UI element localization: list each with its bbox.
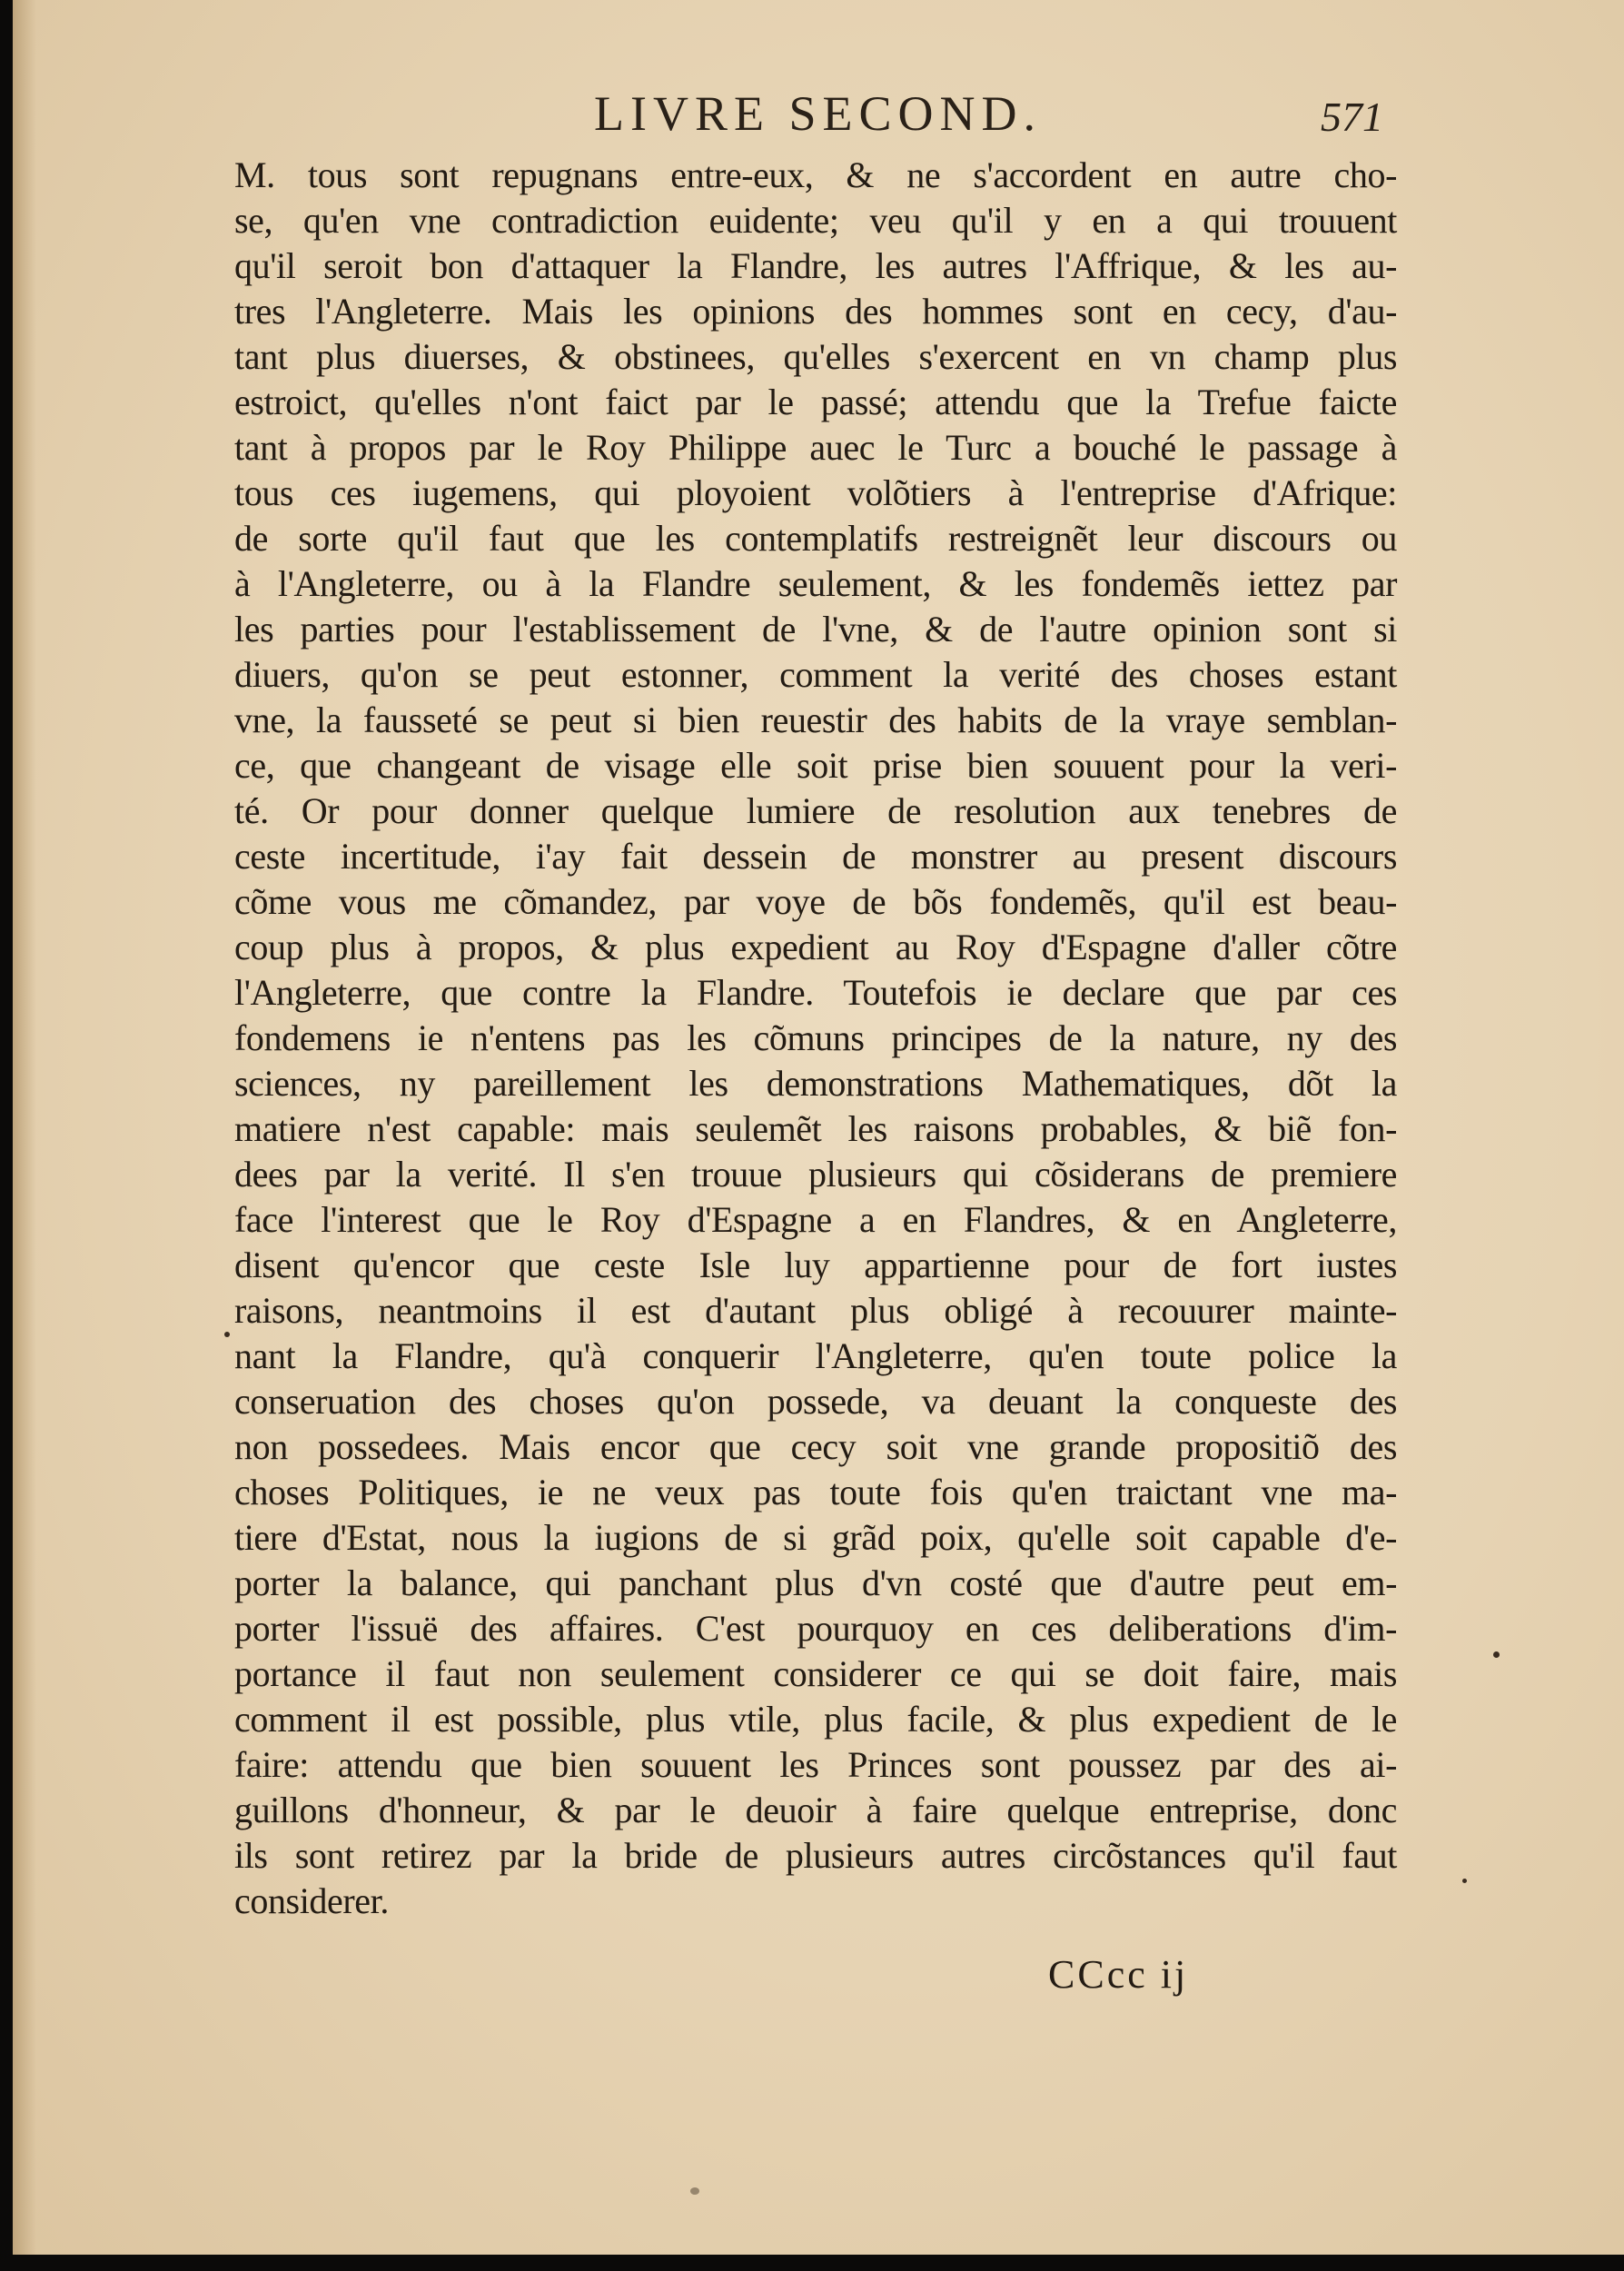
text-line: se, qu'en vne contradiction euidente; veu qu'il y en a qui trouuent bbox=[234, 200, 1397, 241]
text-line: considerer. bbox=[234, 1880, 389, 1921]
text-line: conseruation des choses qu'on possede, va deuant la conqueste des bbox=[234, 1381, 1397, 1422]
page-header bbox=[13, 80, 1624, 144]
text-line: les parties pour l'establissement de l'vne, & de l'autre opinion sont si bbox=[234, 609, 1397, 650]
text-line: matiere n'est capable: mais seulemẽt les raisons probables, & biẽ fon- bbox=[234, 1108, 1397, 1149]
text-line: M. tous sont repugnans entre-eux, & ne s'accordent en autre cho- bbox=[234, 154, 1397, 195]
text-line: tous ces iugemens, qui ployoient volõtiers à l'entreprise d'Afrique: bbox=[234, 472, 1397, 513]
text-line: vne, la fausseté se peut si bien reuestir des habits de la vraye semblan- bbox=[234, 699, 1397, 740]
signature-mark: CCcc ij bbox=[1048, 1952, 1189, 1997]
text-line: estroict, qu'elles n'ont faict par le passé; attendu que la Trefue faicte bbox=[234, 382, 1397, 422]
text-line: l'Angleterre, que contre la Flandre. Toutefois ie declare que par ces bbox=[234, 972, 1397, 1013]
text-line: ils sont retirez par la bride de plusieurs autres circõstances qu'il faut bbox=[234, 1835, 1397, 1876]
text-line: ce, que changeant de visage elle soit prise bien souuent pour la veri- bbox=[234, 745, 1397, 786]
text-line: choses Politiques, ie ne veux pas toute fois qu'en traictant vne ma- bbox=[234, 1472, 1397, 1512]
ink-speck bbox=[690, 2187, 699, 2195]
text-line: comment il est possible, plus vtile, plus facile, & plus expedient de le bbox=[234, 1699, 1397, 1740]
text-line: nant la Flandre, qu'à conquerir l'Angleterre, qu'en toute police la bbox=[234, 1335, 1397, 1376]
text-line: tiere d'Estat, nous la iugions de si grãd poix, qu'elle soit capable d'e- bbox=[234, 1517, 1397, 1558]
text-line: guillons d'honneur, & par le deuoir à faire quelque entreprise, donc bbox=[234, 1790, 1397, 1830]
text-line: tant plus diuerses, & obstinees, qu'elles s'exercent en vn champ plus bbox=[234, 336, 1397, 377]
book-page bbox=[13, 0, 1624, 2255]
ink-speck bbox=[1493, 1651, 1500, 1658]
text-line: portance il faut non seulement considerer ce qui se doit faire, mais bbox=[234, 1653, 1397, 1694]
text-line: face l'interest que le Roy d'Espagne a en Flandres, & en Angleterre, bbox=[234, 1199, 1397, 1240]
body-text bbox=[234, 153, 1397, 1924]
text-line: sciences, ny pareillement les demonstrations Mathematiques, dõt la bbox=[234, 1063, 1397, 1104]
text-line: cõme vous me cõmandez, par voye de bõs fondemẽs, qu'il est beau- bbox=[234, 881, 1397, 922]
text-line: faire: attendu que bien souuent les Princes sont poussez par des ai- bbox=[234, 1744, 1397, 1785]
text-line: qu'il seroit bon d'attaquer la Flandre, les autres l'Affrique, & les au- bbox=[234, 245, 1397, 286]
text-line: dees par la verité. Il s'en trouue plusieurs qui cõsiderans de premiere bbox=[234, 1154, 1397, 1195]
text-line: de sorte qu'il faut que les contemplatifs restreignẽt leur discours ou bbox=[234, 518, 1397, 559]
text-line: tant à propos par le Roy Philippe auec le Turc a bouché le passage à bbox=[234, 427, 1397, 468]
text-line: à l'Angleterre, ou à la Flandre seulement, & les fondemẽs iettez par bbox=[234, 563, 1397, 604]
text-line: tres l'Angleterre. Mais les opinions des hommes sont en cecy, d'au- bbox=[234, 291, 1397, 332]
running-title: LIVRE SECOND. bbox=[594, 86, 1042, 141]
folio-number: 571 bbox=[1321, 94, 1383, 140]
text-line: diuers, qu'on se peut estonner, comment la verité des choses estant bbox=[234, 654, 1397, 695]
text-line: coup plus à propos, & plus expedient au Roy d'Espagne d'aller cõtre bbox=[234, 927, 1397, 967]
ink-speck bbox=[1462, 1879, 1467, 1883]
text-line: té. Or pour donner quelque lumiere de resolution aux tenebres de bbox=[234, 790, 1397, 831]
text-line: ceste incertitude, i'ay fait dessein de monstrer au present discours bbox=[234, 836, 1397, 877]
text-line: fondemens ie n'entens pas les cõmuns principes de la nature, ny des bbox=[234, 1017, 1397, 1058]
text-line: non possedees. Mais encor que cecy soit vne grande propositiõ des bbox=[234, 1426, 1397, 1467]
ink-speck bbox=[224, 1332, 230, 1337]
text-line: disent qu'encor que ceste Isle luy appartienne pour de fort iustes bbox=[234, 1245, 1397, 1285]
text-line: porter l'issuë des affaires. C'est pourquoy en ces deliberations d'im- bbox=[234, 1608, 1397, 1649]
text-line: raisons, neantmoins il est d'autant plus obligé à recouurer mainte- bbox=[234, 1290, 1397, 1331]
text-line: porter la balance, qui panchant plus d'vn costé que d'autre peut em- bbox=[234, 1562, 1397, 1603]
